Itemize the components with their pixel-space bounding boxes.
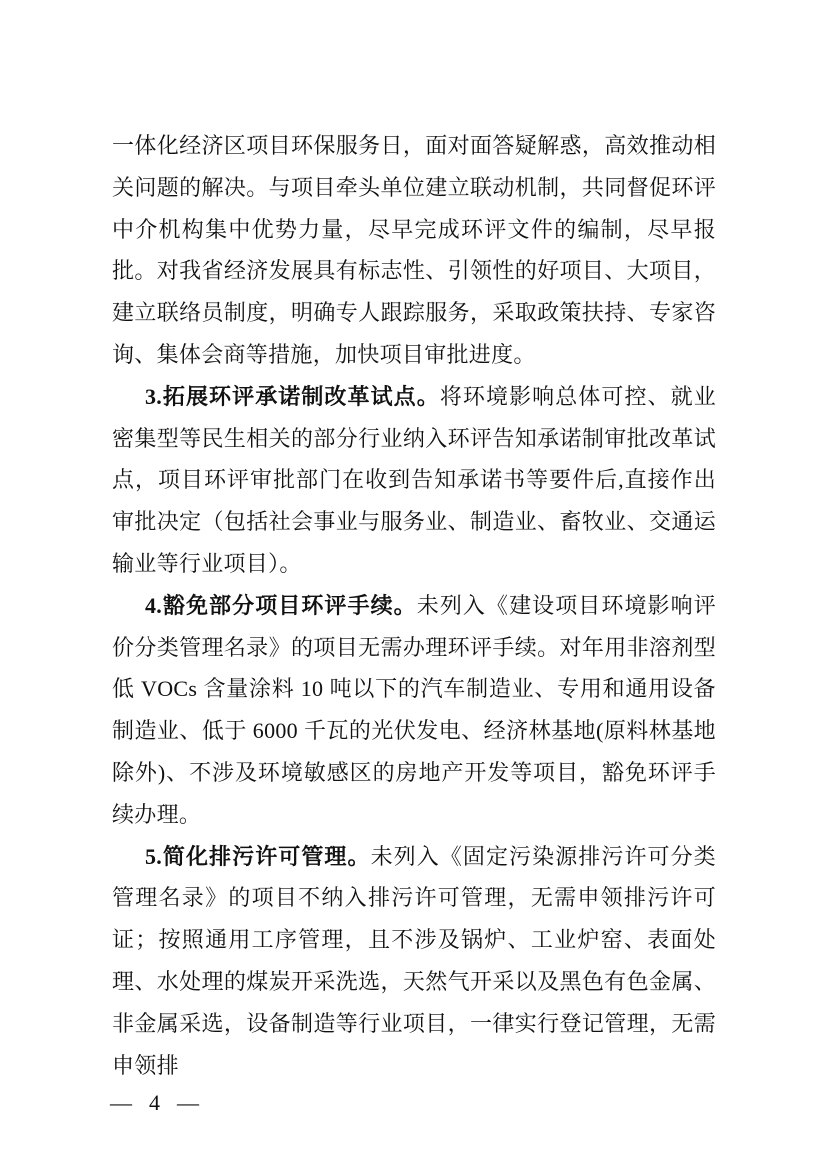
paragraph-text: 未列入《固定污染源排污许可分类管理名录》的项目不纳入排污许可管理，无需申领排污许可证；按照通用工序管理，且不涉及锅炉、工业炉窑、表面处理、水处理的煤炭开采洗选，天然气开采以及黑色有色金属、非金属采选，设备制造等行业项目，一律实行登记管理，无需申领排: [112, 843, 716, 1078]
paragraph-item-3: [112, 376, 716, 585]
paragraph-text: 未列入《建设项目环境影响评价分类管理名录》的项目无需办理环评手续。对年用非溶剂型低 VOCs 含量涂料 10 吨以下的汽车制造业、专用和通用设备制造业、低于 6000 千瓦的光伏发电、经济林基地(原料林基地除外)、不涉及环境敏感区的房地产开发等项目，豁免环评手续办理。: [112, 592, 716, 827]
paragraph-continuation: [112, 125, 716, 376]
paragraph-item-5: [112, 836, 716, 1087]
paragraph-text: 一体化经济区项目环保服务日，面对面答疑解惑，高效推动相关问题的解决。与项目牵头单位建立联动机制，共同督促环评中介机构集中优势力量，尽早完成环评文件的编制，尽早报批。对我省经济发展具有标志性、引领性的好项目、大项目，建立联络员制度，明确专人跟踪服务，采取政策扶持、专家咨询、集体会商等措施，加快项目审批进度。: [112, 133, 716, 367]
paragraph-lead: 3.拓展环评承诺制改革试点。: [145, 383, 440, 409]
paragraph-lead: 5.简化排污许可管理。: [145, 843, 371, 869]
paragraph-text: 将环境影响总体可控、就业密集型等民生相关的部分行业纳入环评告知承诺制审批改革试点，项目环评审批部门在收到告知承诺书等要件后,直接作出审批决定（包括社会事业与服务业、制造业、畜牧业、交通运输业等行业项目）。: [112, 383, 716, 576]
document-body: [112, 125, 716, 1086]
paragraph-lead: 4.豁免部分项目环评手续。: [145, 592, 417, 618]
footer-dash-right: —: [177, 1090, 199, 1115]
paragraph-item-4: [112, 585, 716, 836]
footer-dash-left: —: [110, 1090, 132, 1115]
page-footer: [110, 1090, 199, 1116]
page-number: 4: [149, 1090, 160, 1115]
